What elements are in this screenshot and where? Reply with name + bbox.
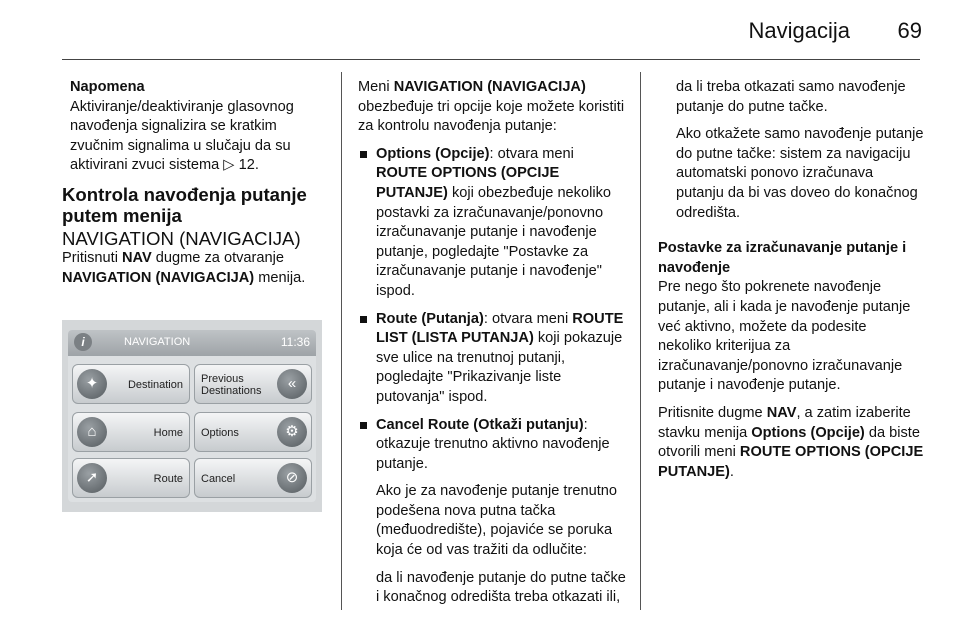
arrow-ref-icon: ▷ — [223, 157, 235, 174]
gear-icon: ⚙ — [277, 417, 307, 447]
route-arrow-icon: ➚ — [77, 463, 107, 493]
column-divider-1 — [341, 72, 342, 610]
bullet-options: Options (Opcije): otvara meni ROUTE OPTIONS (OPCIJE PUTANJE) koji obezbeđuje nekoliko postavki za izračunavanje/ponovno izračunavanje putanje i navođenje putanje, pogledajte "Postavke za izračunavanje putanje i navođenje" ispod. — [358, 145, 626, 302]
home-icon: ⌂ — [77, 417, 107, 447]
page-header-title: Navigacija — [748, 18, 850, 43]
settings-instructions: Pritisnite dugme NAV, a zatim izaberite stavku menija Options (Opcije) da biste otvorili meni ROUTE OPTIONS (OPCIJE PUTANJE). — [658, 404, 924, 480]
column-3 — [658, 78, 924, 482]
cancel-route-choice-1: da li navođenje putanje do putne tačke i konačnog odredišta treba otkazati ili, — [376, 569, 626, 606]
route-button: ➚ Route — [72, 458, 190, 498]
page-number: 69 — [897, 18, 922, 43]
cancel-button: Cancel ⊘ — [194, 458, 312, 498]
column-2 — [358, 78, 626, 608]
section-heading: Kontrola navođenja putanje putem menija — [62, 183, 307, 226]
destination-button: ✦ Destination — [72, 364, 190, 404]
settings-heading: Postavke za izračunavanje putanje i navođenje — [658, 240, 907, 276]
home-button: ⌂ Home — [72, 412, 190, 452]
header-rule — [62, 59, 920, 60]
rewind-icon: « — [277, 369, 307, 399]
column-divider-2 — [640, 72, 641, 610]
menu-intro: Meni NAVIGATION (NAVIGACIJA) obezbeđuje tri opcije koje možete koristiti za kontrolu navođenja putanje: — [358, 79, 625, 135]
section-subheading: NAVIGATION (NAVIGACIJA) — [62, 227, 301, 249]
cancel-waypoint-paragraph: Ako otkažete samo navođenje putanje do putne tačke: sistem za navigaciju automatski ponovo izračunava putanju da bi vas doveo do konačnog odredišta. — [676, 126, 924, 221]
nav-clock: 11:36 — [280, 335, 310, 349]
navigation-menu-screenshot — [62, 320, 322, 512]
options-button: Options ⚙ — [194, 412, 312, 452]
note-heading: Napomena — [70, 79, 145, 95]
globe-icon: ✦ — [77, 369, 107, 399]
nav-title: NAVIGATION — [124, 336, 191, 348]
nav-title-bar — [68, 330, 316, 356]
cancel-route-choice-2: da li treba otkazati samo navođenje putanje do putne tačke. — [676, 79, 906, 115]
info-icon: i — [74, 333, 92, 351]
settings-paragraph: Pre nego što pokrenete navođenje putanje, ali i kada je navođenje putanje već aktivno, možete da podesite nekoliko kriterijua za izračunavanje/ponovno izračunavanje putanje i navođenje putanje. — [658, 279, 911, 394]
previous-destinations-button: Previous Destinations « — [194, 364, 312, 404]
bullet-route: Route (Putanja): otvara meni ROUTE LIST (LISTA PUTANJA) koji pokazuje sve ulice na trenutnoj putanji, pogledajte "Prikazivanje liste putovanja" ispod. — [358, 310, 626, 408]
nav-screen — [68, 330, 316, 502]
cancel-route-detail: Ako je za navođenje putanje trenutno podešena nova putna tačka (međuodredište), pojaviće se poruka koja će od vas tražiti da odlučite: — [376, 483, 617, 559]
bullet-cancel-route: Cancel Route (Otkaži putanju): otkazuje trenutno aktivno navođenje putanje. — [358, 416, 626, 475]
note-box — [70, 78, 324, 176]
cancel-icon: ⊘ — [277, 463, 307, 493]
intro-paragraph: Pritisnuti NAV dugme za otvaranje NAVIGATION (NAVIGACIJA) menija. — [62, 249, 306, 286]
page-header — [0, 0, 960, 64]
note-text: Aktiviranje/deaktiviranje glasovnog navođenja signalizira se kratkim zvučnim signalima u slučaju da su aktivirani zvuci sistema ▷ 12. — [70, 98, 294, 174]
column-1 — [62, 78, 324, 288]
